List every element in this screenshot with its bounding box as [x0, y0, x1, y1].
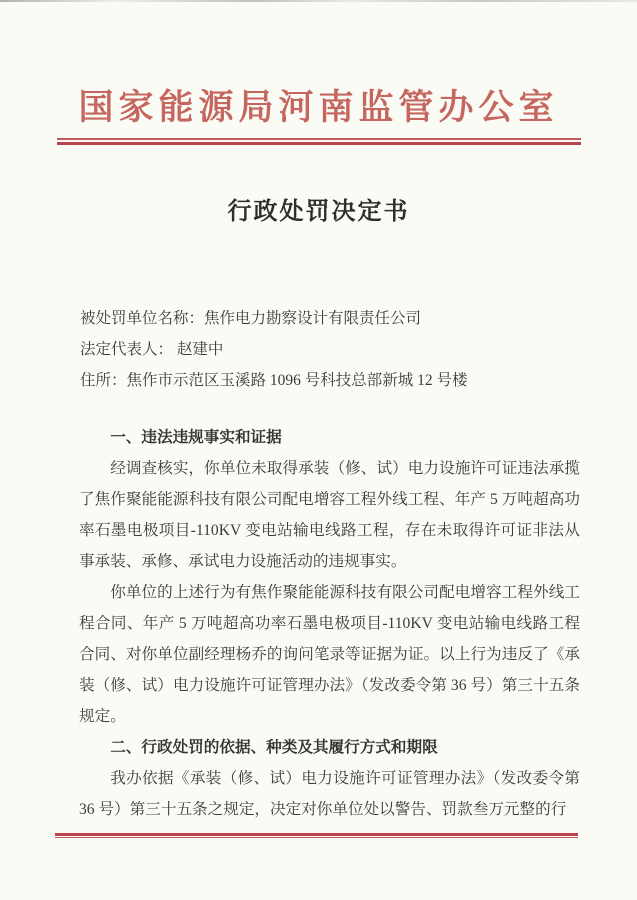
document-title: 行政处罚决定书	[227, 199, 410, 225]
footer-divider-thick-line	[55, 833, 578, 836]
letterhead-divider-thin-line	[57, 138, 581, 140]
registered-address-line: 住所：焦作市示范区玉溪路 1096 号科技总部新城 12 号楼	[80, 372, 468, 389]
scan-artifact-top-edge	[0, 0, 637, 2]
section-1-heading: 一、违法违规事实和证据	[110, 429, 282, 446]
document-body	[79, 422, 580, 825]
section-2-paragraph-1: 我办依据《承装（修、试）电力设施许可证管理办法》（发改委令第 36 号）第三十五条之规定，决定对你单位处以警告、罚款叁万元整的行	[79, 770, 580, 818]
issuing-authority-name: 国家能源局河南监管办公室	[78, 88, 559, 127]
footer-divider	[55, 833, 578, 838]
section-1-paragraph-1: 经调查核实，你单位未取得承装（修、试）电力设施许可证违法承揽了焦作聚能能源科技有限公司配电增容工程外线工程、年产 5 万吨超高功率石墨电极项目-110KV 变电站输电线路工程，存在未取得许可证非法从事承装、承修、承试电力设施活动的违规事实。	[79, 460, 580, 570]
footer-divider-thin-line	[55, 837, 578, 838]
legal-representative-line: 法定代表人： 赵建中	[80, 341, 224, 358]
letterhead-divider	[57, 138, 581, 145]
penalized-unit-name-line: 被处罚单位名称：焦作电力勘察设计有限责任公司	[80, 310, 422, 327]
letterhead-divider-thick-line	[57, 142, 581, 145]
penalized-party-info	[80, 303, 585, 396]
section-2-heading: 二、行政处罚的依据、种类及其履行方式和期限	[110, 739, 438, 756]
section-1-paragraph-2: 你单位的上述行为有焦作聚能能源科技有限公司配电增容工程外线工程合同、年产 5 万吨超高功率石墨电极项目-110KV 变电站输电线路工程合同、对你单位副经理杨乔的询问笔录等证据为证。以上行为违反了《承装（修、试）电力设施许可证管理办法》（发改委令第 36 号）第三十五条规定。	[79, 584, 580, 725]
